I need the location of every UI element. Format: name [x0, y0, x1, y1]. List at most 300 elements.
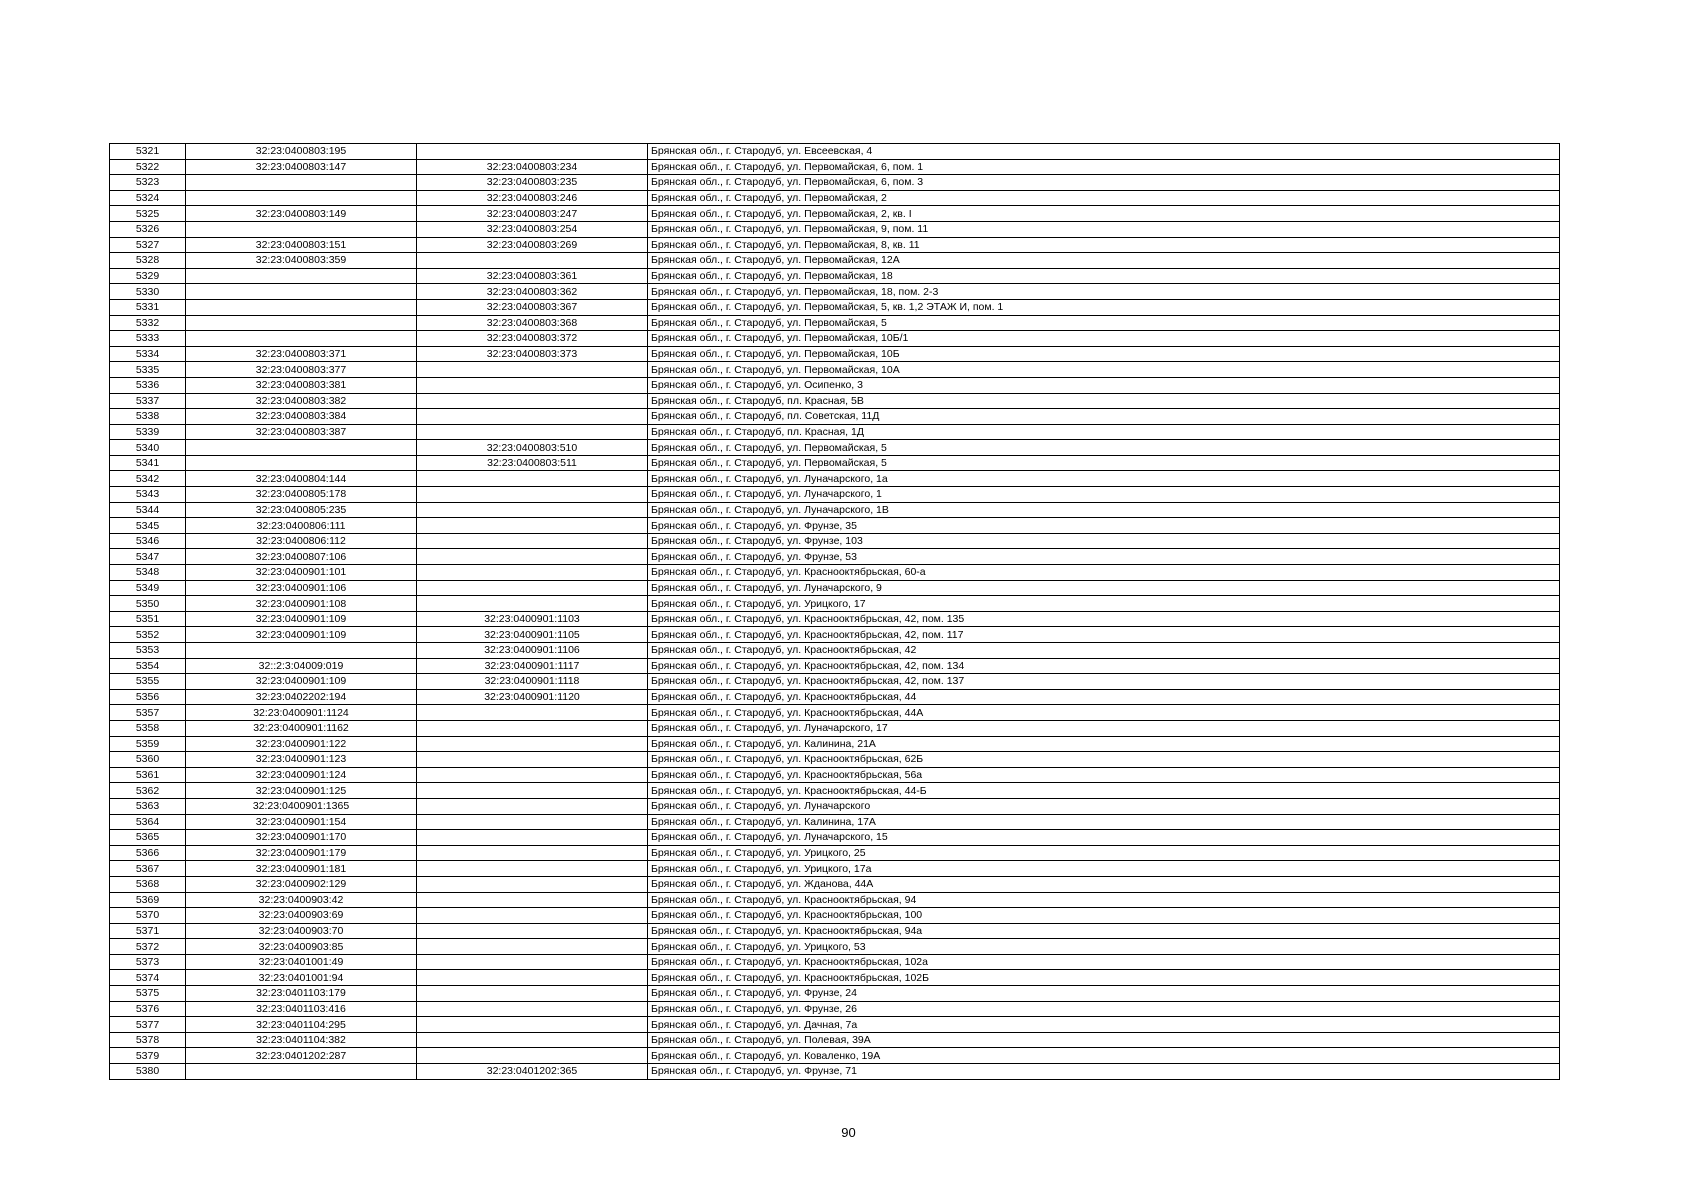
table-row [110, 845, 1560, 861]
object-cadastral-number-cell [417, 767, 648, 783]
object-cadastral-number-cell [417, 253, 648, 269]
cadastral-number-cell: 32:23:0400803:195 [186, 144, 417, 160]
address-cell: Брянская обл., г. Стародуб, ул. Жданова, 44А [648, 876, 1560, 892]
address-cell: Брянская обл., г. Стародуб, ул. Фрунзе, 26 [648, 1001, 1560, 1017]
cadastral-number-cell [186, 1064, 417, 1080]
table-row [110, 284, 1560, 300]
cadastral-number-cell: 32:23:0400803:381 [186, 377, 417, 393]
table-row [110, 268, 1560, 284]
cadastral-number-cell [186, 315, 417, 331]
address-cell: Брянская обл., г. Стародуб, ул. Осипенко, 3 [648, 377, 1560, 393]
object-cadastral-number-cell: 32:23:0400803:234 [417, 159, 648, 175]
table-row [110, 253, 1560, 269]
cadastral-number-cell: 32:23:0400901:108 [186, 596, 417, 612]
cadastral-number-cell: 32:23:0400804:144 [186, 471, 417, 487]
object-cadastral-number-cell [417, 876, 648, 892]
cadastral-number-cell: 32:23:0400901:123 [186, 752, 417, 768]
object-cadastral-number-cell: 32:23:0400901:1106 [417, 643, 648, 659]
cadastral-number-cell: 32:23:0401103:416 [186, 1001, 417, 1017]
cadastral-number-cell: 32:23:0400901:1365 [186, 798, 417, 814]
row-number-cell: 5351 [110, 611, 186, 627]
row-number-cell: 5376 [110, 1001, 186, 1017]
table-row [110, 393, 1560, 409]
row-number-cell: 5364 [110, 814, 186, 830]
cadastral-number-cell: 32::2:3:04009:019 [186, 658, 417, 674]
cadastral-number-cell: 32:23:0400901:106 [186, 580, 417, 596]
table-row [110, 487, 1560, 503]
row-number-cell: 5370 [110, 908, 186, 924]
object-cadastral-number-cell: 32:23:0400803:510 [417, 440, 648, 456]
address-cell: Брянская обл., г. Стародуб, ул. Луначарского, 1 [648, 487, 1560, 503]
object-cadastral-number-cell [417, 565, 648, 581]
object-cadastral-number-cell [417, 923, 648, 939]
table-row [110, 237, 1560, 253]
address-cell: Брянская обл., г. Стародуб, пл. Красная, 1Д [648, 424, 1560, 440]
address-cell: Брянская обл., г. Стародуб, ул. Урицкого, 53 [648, 939, 1560, 955]
address-cell: Брянская обл., г. Стародуб, ул. Краснооктябрьская, 42, пом. 134 [648, 658, 1560, 674]
table-row [110, 471, 1560, 487]
cadastral-number-cell: 32:23:0401001:94 [186, 970, 417, 986]
address-cell: Брянская обл., г. Стародуб, ул. Первомайская, 18 [648, 268, 1560, 284]
table-row [110, 518, 1560, 534]
object-cadastral-number-cell: 32:23:0400803:367 [417, 299, 648, 315]
address-cell: Брянская обл., г. Стародуб, ул. Первомайская, 18, пом. 2-3 [648, 284, 1560, 300]
cadastral-number-cell: 32:23:0401001:49 [186, 954, 417, 970]
object-cadastral-number-cell [417, 783, 648, 799]
row-number-cell: 5329 [110, 268, 186, 284]
row-number-cell: 5322 [110, 159, 186, 175]
table-row [110, 923, 1560, 939]
row-number-cell: 5363 [110, 798, 186, 814]
cadastral-number-cell: 32:23:0400805:235 [186, 502, 417, 518]
address-cell: Брянская обл., г. Стародуб, ул. Краснооктябрьская, 42, пом. 117 [648, 627, 1560, 643]
row-number-cell: 5360 [110, 752, 186, 768]
object-cadastral-number-cell: 32:23:0400901:1118 [417, 674, 648, 690]
table-row [110, 658, 1560, 674]
table-row [110, 409, 1560, 425]
address-cell: Брянская обл., г. Стародуб, ул. Краснооктябрьская, 60-а [648, 565, 1560, 581]
address-cell: Брянская обл., г. Стародуб, ул. Фрунзе, 35 [648, 518, 1560, 534]
table-row [110, 643, 1560, 659]
address-cell: Брянская обл., г. Стародуб, ул. Первомайская, 5 [648, 315, 1560, 331]
address-cell: Брянская обл., г. Стародуб, ул. Краснооктябрьская, 94 [648, 892, 1560, 908]
object-cadastral-number-cell [417, 1032, 648, 1048]
cadastral-number-cell: 32:23:0400806:111 [186, 518, 417, 534]
table-row [110, 830, 1560, 846]
object-cadastral-number-cell [417, 596, 648, 612]
table-row [110, 549, 1560, 565]
table-row [110, 159, 1560, 175]
object-cadastral-number-cell: 32:23:0400803:361 [417, 268, 648, 284]
object-cadastral-number-cell [417, 1001, 648, 1017]
table-row [110, 736, 1560, 752]
cadastral-number-cell: 32:23:0401103:179 [186, 986, 417, 1002]
table-row [110, 970, 1560, 986]
object-cadastral-number-cell [417, 892, 648, 908]
table-row [110, 362, 1560, 378]
table-row [110, 299, 1560, 315]
cadastral-number-cell: 32:23:0400903:42 [186, 892, 417, 908]
object-cadastral-number-cell [417, 471, 648, 487]
object-cadastral-number-cell [417, 861, 648, 877]
table-row [110, 814, 1560, 830]
table-row [110, 533, 1560, 549]
address-cell: Брянская обл., г. Стародуб, ул. Краснооктябрьская, 44-Б [648, 783, 1560, 799]
object-cadastral-number-cell [417, 720, 648, 736]
row-number-cell: 5354 [110, 658, 186, 674]
object-cadastral-number-cell: 32:23:0400803:247 [417, 206, 648, 222]
table-row [110, 674, 1560, 690]
address-cell: Брянская обл., г. Стародуб, ул. Урицкого, 17а [648, 861, 1560, 877]
address-cell: Брянская обл., г. Стародуб, ул. Краснооктябрьская, 100 [648, 908, 1560, 924]
table-row [110, 1048, 1560, 1064]
row-number-cell: 5331 [110, 299, 186, 315]
object-cadastral-number-cell [417, 954, 648, 970]
table-row [110, 331, 1560, 347]
address-cell: Брянская обл., г. Стародуб, ул. Краснооктябрьская, 42, пом. 135 [648, 611, 1560, 627]
row-number-cell: 5380 [110, 1064, 186, 1080]
cadastral-number-cell [186, 190, 417, 206]
table-row [110, 783, 1560, 799]
object-cadastral-number-cell [417, 970, 648, 986]
table-row [110, 502, 1560, 518]
object-cadastral-number-cell: 32:23:0400803:511 [417, 455, 648, 471]
table-row [110, 315, 1560, 331]
table-row [110, 627, 1560, 643]
table-row [110, 565, 1560, 581]
table-row [110, 1017, 1560, 1033]
object-cadastral-number-cell: 32:23:0400901:1117 [417, 658, 648, 674]
table-row [110, 986, 1560, 1002]
address-cell: Брянская обл., г. Стародуб, ул. Первомайская, 2 [648, 190, 1560, 206]
table-row [110, 876, 1560, 892]
row-number-cell: 5326 [110, 221, 186, 237]
object-cadastral-number-cell: 32:23:0401202:365 [417, 1064, 648, 1080]
object-cadastral-number-cell: 32:23:0400803:235 [417, 175, 648, 191]
table-body [110, 144, 1560, 1080]
row-number-cell: 5353 [110, 643, 186, 659]
object-cadastral-number-cell [417, 939, 648, 955]
object-cadastral-number-cell [417, 814, 648, 830]
cadastral-number-cell: 32:23:0401104:382 [186, 1032, 417, 1048]
cadastral-number-cell: 32:23:0400803:147 [186, 159, 417, 175]
cadastral-number-cell: 32:23:0400901:122 [186, 736, 417, 752]
cadastral-number-cell: 32:23:0400803:377 [186, 362, 417, 378]
cadastral-number-cell: 32:23:0400901:125 [186, 783, 417, 799]
row-number-cell: 5366 [110, 845, 186, 861]
table-row [110, 144, 1560, 160]
row-number-cell: 5327 [110, 237, 186, 253]
row-number-cell: 5367 [110, 861, 186, 877]
object-cadastral-number-cell [417, 362, 648, 378]
address-cell: Брянская обл., г. Стародуб, ул. Калинина, 17А [648, 814, 1560, 830]
object-cadastral-number-cell [417, 393, 648, 409]
address-cell: Брянская обл., г. Стародуб, ул. Евсеевская, 4 [648, 144, 1560, 160]
address-cell: Брянская обл., г. Стародуб, ул. Краснооктябрьская, 42, пом. 137 [648, 674, 1560, 690]
address-cell: Брянская обл., г. Стародуб, ул. Краснооктябрьская, 42 [648, 643, 1560, 659]
object-cadastral-number-cell [417, 409, 648, 425]
object-cadastral-number-cell [417, 705, 648, 721]
object-cadastral-number-cell: 32:23:0400901:1103 [417, 611, 648, 627]
table-row [110, 752, 1560, 768]
row-number-cell: 5365 [110, 830, 186, 846]
cadastral-number-cell [186, 440, 417, 456]
object-cadastral-number-cell [417, 830, 648, 846]
row-number-cell: 5339 [110, 424, 186, 440]
row-number-cell: 5373 [110, 954, 186, 970]
table-row [110, 861, 1560, 877]
row-number-cell: 5328 [110, 253, 186, 269]
row-number-cell: 5333 [110, 331, 186, 347]
object-cadastral-number-cell: 32:23:0400901:1105 [417, 627, 648, 643]
address-cell: Брянская обл., г. Стародуб, ул. Краснооктябрьская, 44А [648, 705, 1560, 721]
address-cell: Брянская обл., г. Стародуб, ул. Первомайская, 6, пом. 1 [648, 159, 1560, 175]
row-number-cell: 5346 [110, 533, 186, 549]
address-cell: Брянская обл., г. Стародуб, ул. Фрунзе, 71 [648, 1064, 1560, 1080]
cadastral-number-cell: 32:23:0401202:287 [186, 1048, 417, 1064]
row-number-cell: 5350 [110, 596, 186, 612]
cadastral-number-cell: 32:23:0400803:382 [186, 393, 417, 409]
row-number-cell: 5332 [110, 315, 186, 331]
table-row [110, 908, 1560, 924]
object-cadastral-number-cell: 32:23:0400803:254 [417, 221, 648, 237]
row-number-cell: 5345 [110, 518, 186, 534]
object-cadastral-number-cell: 32:23:0400803:362 [417, 284, 648, 300]
object-cadastral-number-cell [417, 908, 648, 924]
cadastral-number-cell [186, 268, 417, 284]
object-cadastral-number-cell [417, 1017, 648, 1033]
address-cell: Брянская обл., г. Стародуб, ул. Краснооктябрьская, 102а [648, 954, 1560, 970]
address-cell: Брянская обл., г. Стародуб, ул. Краснооктябрьская, 56а [648, 767, 1560, 783]
table-row [110, 440, 1560, 456]
object-cadastral-number-cell: 32:23:0400803:373 [417, 346, 648, 362]
row-number-cell: 5344 [110, 502, 186, 518]
row-number-cell: 5334 [110, 346, 186, 362]
address-cell: Брянская обл., г. Стародуб, ул. Луначарского [648, 798, 1560, 814]
table-row [110, 798, 1560, 814]
object-cadastral-number-cell [417, 580, 648, 596]
object-cadastral-number-cell [417, 502, 648, 518]
object-cadastral-number-cell: 32:23:0400803:269 [417, 237, 648, 253]
object-cadastral-number-cell [417, 798, 648, 814]
table-row [110, 767, 1560, 783]
cadastral-number-cell: 32:23:0401104:295 [186, 1017, 417, 1033]
address-cell: Брянская обл., г. Стародуб, ул. Первомайская, 10Б/1 [648, 331, 1560, 347]
row-number-cell: 5371 [110, 923, 186, 939]
row-number-cell: 5352 [110, 627, 186, 643]
table-row [110, 596, 1560, 612]
table-row [110, 939, 1560, 955]
object-cadastral-number-cell [417, 144, 648, 160]
address-cell: Брянская обл., г. Стародуб, ул. Луначарского, 1а [648, 471, 1560, 487]
row-number-cell: 5374 [110, 970, 186, 986]
row-number-cell: 5337 [110, 393, 186, 409]
object-cadastral-number-cell [417, 845, 648, 861]
address-cell: Брянская обл., г. Стародуб, ул. Урицкого, 17 [648, 596, 1560, 612]
row-number-cell: 5348 [110, 565, 186, 581]
row-number-cell: 5340 [110, 440, 186, 456]
page-number: 90 [841, 1125, 856, 1140]
address-cell: Брянская обл., г. Стародуб, ул. Краснооктябрьская, 44 [648, 689, 1560, 705]
row-number-cell: 5324 [110, 190, 186, 206]
cadastral-number-cell [186, 331, 417, 347]
row-number-cell: 5357 [110, 705, 186, 721]
row-number-cell: 5349 [110, 580, 186, 596]
object-cadastral-number-cell: 32:23:0400803:368 [417, 315, 648, 331]
cadastral-number-cell: 32:23:0400901:154 [186, 814, 417, 830]
address-cell: Брянская обл., г. Стародуб, ул. Первомайская, 9, пом. 11 [648, 221, 1560, 237]
object-cadastral-number-cell [417, 533, 648, 549]
address-cell: Брянская обл., г. Стародуб, ул. Первомайская, 5, кв. 1,2 ЭТАЖ И, пом. 1 [648, 299, 1560, 315]
table-row [110, 346, 1560, 362]
address-cell: Брянская обл., г. Стародуб, ул. Луначарского, 17 [648, 720, 1560, 736]
object-cadastral-number-cell: 32:23:0400803:246 [417, 190, 648, 206]
table-row [110, 1032, 1560, 1048]
row-number-cell: 5369 [110, 892, 186, 908]
row-number-cell: 5338 [110, 409, 186, 425]
row-number-cell: 5368 [110, 876, 186, 892]
address-cell: Брянская обл., г. Стародуб, ул. Краснооктябрьская, 62Б [648, 752, 1560, 768]
cadastral-number-cell: 32:23:0400901:109 [186, 611, 417, 627]
cadastral-number-cell: 32:23:0400803:384 [186, 409, 417, 425]
address-cell: Брянская обл., г. Стародуб, ул. Луначарского, 15 [648, 830, 1560, 846]
row-number-cell: 5347 [110, 549, 186, 565]
cadastral-number-cell: 32:23:0400901:181 [186, 861, 417, 877]
cadastral-number-cell: 32:23:0400903:70 [186, 923, 417, 939]
address-cell: Брянская обл., г. Стародуб, ул. Первомайская, 5 [648, 455, 1560, 471]
address-cell: Брянская обл., г. Стародуб, ул. Первомайская, 6, пом. 3 [648, 175, 1560, 191]
cadastral-number-cell: 32:23:0400901:1162 [186, 720, 417, 736]
row-number-cell: 5361 [110, 767, 186, 783]
object-cadastral-number-cell [417, 736, 648, 752]
address-cell: Брянская обл., г. Стародуб, ул. Фрунзе, 24 [648, 986, 1560, 1002]
address-cell: Брянская обл., г. Стародуб, ул. Полевая, 39А [648, 1032, 1560, 1048]
object-cadastral-number-cell [417, 487, 648, 503]
row-number-cell: 5378 [110, 1032, 186, 1048]
cadastral-number-cell [186, 455, 417, 471]
row-number-cell: 5379 [110, 1048, 186, 1064]
address-cell: Брянская обл., г. Стародуб, ул. Фрунзе, 103 [648, 533, 1560, 549]
address-cell: Брянская обл., г. Стародуб, ул. Калинина, 21А [648, 736, 1560, 752]
cadastral-number-cell: 32:23:0400901:101 [186, 565, 417, 581]
row-number-cell: 5342 [110, 471, 186, 487]
address-cell: Брянская обл., г. Стародуб, ул. Дачная, 7а [648, 1017, 1560, 1033]
table-row [110, 720, 1560, 736]
cadastral-number-cell: 32:23:0400803:371 [186, 346, 417, 362]
table-row [110, 892, 1560, 908]
address-cell: Брянская обл., г. Стародуб, ул. Фрунзе, 53 [648, 549, 1560, 565]
address-cell: Брянская обл., г. Стародуб, ул. Луначарского, 1В [648, 502, 1560, 518]
row-number-cell: 5335 [110, 362, 186, 378]
address-cell: Брянская обл., г. Стародуб, ул. Урицкого, 25 [648, 845, 1560, 861]
cadastral-number-cell: 32:23:0400901:124 [186, 767, 417, 783]
row-number-cell: 5336 [110, 377, 186, 393]
cadastral-number-cell: 32:23:0400901:109 [186, 627, 417, 643]
row-number-cell: 5343 [110, 487, 186, 503]
cadastral-number-cell: 32:23:0400901:1124 [186, 705, 417, 721]
row-number-cell: 5323 [110, 175, 186, 191]
object-cadastral-number-cell [417, 518, 648, 534]
object-cadastral-number-cell [417, 549, 648, 565]
table-row [110, 1064, 1560, 1080]
table-row [110, 954, 1560, 970]
object-cadastral-number-cell [417, 424, 648, 440]
table-row [110, 1001, 1560, 1017]
cadastral-number-cell: 32:23:0400805:178 [186, 487, 417, 503]
address-cell: Брянская обл., г. Стародуб, ул. Луначарского, 9 [648, 580, 1560, 596]
table-row [110, 206, 1560, 222]
cadastral-number-cell [186, 221, 417, 237]
cadastral-number-cell: 32:23:0400803:387 [186, 424, 417, 440]
address-cell: Брянская обл., г. Стародуб, ул. Первомайская, 2, кв. I [648, 206, 1560, 222]
cadastral-number-cell: 32:23:0400903:85 [186, 939, 417, 955]
row-number-cell: 5358 [110, 720, 186, 736]
object-cadastral-number-cell [417, 752, 648, 768]
row-number-cell: 5355 [110, 674, 186, 690]
cadastral-number-cell [186, 175, 417, 191]
row-number-cell: 5325 [110, 206, 186, 222]
address-cell: Брянская обл., г. Стародуб, пл. Красная, 5В [648, 393, 1560, 409]
cadastral-number-cell: 32:23:0400902:129 [186, 876, 417, 892]
row-number-cell: 5359 [110, 736, 186, 752]
cadastral-number-cell: 32:23:0400803:151 [186, 237, 417, 253]
cadastral-number-cell: 32:23:0400807:106 [186, 549, 417, 565]
cadastral-number-cell: 32:23:0400803:359 [186, 253, 417, 269]
cadastral-number-cell [186, 284, 417, 300]
table-row [110, 705, 1560, 721]
table-row [110, 611, 1560, 627]
address-cell: Брянская обл., г. Стародуб, ул. Первомайская, 8, кв. 11 [648, 237, 1560, 253]
cadastral-number-cell: 32:23:0400901:170 [186, 830, 417, 846]
cadastral-number-cell [186, 299, 417, 315]
cadastral-number-cell: 32:23:0402202:194 [186, 689, 417, 705]
table-row [110, 377, 1560, 393]
table-row [110, 190, 1560, 206]
address-cell: Брянская обл., г. Стародуб, ул. Первомайская, 5 [648, 440, 1560, 456]
address-cell: Брянская обл., г. Стародуб, ул. Коваленко, 19А [648, 1048, 1560, 1064]
object-cadastral-number-cell [417, 377, 648, 393]
row-number-cell: 5321 [110, 144, 186, 160]
cadastral-number-cell: 32:23:0400806:112 [186, 533, 417, 549]
row-number-cell: 5362 [110, 783, 186, 799]
row-number-cell: 5341 [110, 455, 186, 471]
table-row [110, 221, 1560, 237]
address-cell: Брянская обл., г. Стародуб, ул. Краснооктябрьская, 94а [648, 923, 1560, 939]
address-cell: Брянская обл., г. Стародуб, пл. Советская, 11Д [648, 409, 1560, 425]
row-number-cell: 5375 [110, 986, 186, 1002]
cadastral-number-cell: 32:23:0400901:109 [186, 674, 417, 690]
table-row [110, 580, 1560, 596]
cadastral-number-cell: 32:23:0400901:179 [186, 845, 417, 861]
row-number-cell: 5372 [110, 939, 186, 955]
cadastral-table [109, 143, 1560, 1080]
object-cadastral-number-cell [417, 1048, 648, 1064]
table-row [110, 175, 1560, 191]
address-cell: Брянская обл., г. Стародуб, ул. Первомайская, 10А [648, 362, 1560, 378]
table-row [110, 689, 1560, 705]
object-cadastral-number-cell: 32:23:0400803:372 [417, 331, 648, 347]
cadastral-number-cell [186, 643, 417, 659]
row-number-cell: 5330 [110, 284, 186, 300]
row-number-cell: 5377 [110, 1017, 186, 1033]
row-number-cell: 5356 [110, 689, 186, 705]
table-row [110, 424, 1560, 440]
address-cell: Брянская обл., г. Стародуб, ул. Первомайская, 10Б [648, 346, 1560, 362]
object-cadastral-number-cell: 32:23:0400901:1120 [417, 689, 648, 705]
address-cell: Брянская обл., г. Стародуб, ул. Первомайская, 12А [648, 253, 1560, 269]
cadastral-number-cell: 32:23:0400803:149 [186, 206, 417, 222]
address-cell: Брянская обл., г. Стародуб, ул. Краснооктябрьская, 102Б [648, 970, 1560, 986]
